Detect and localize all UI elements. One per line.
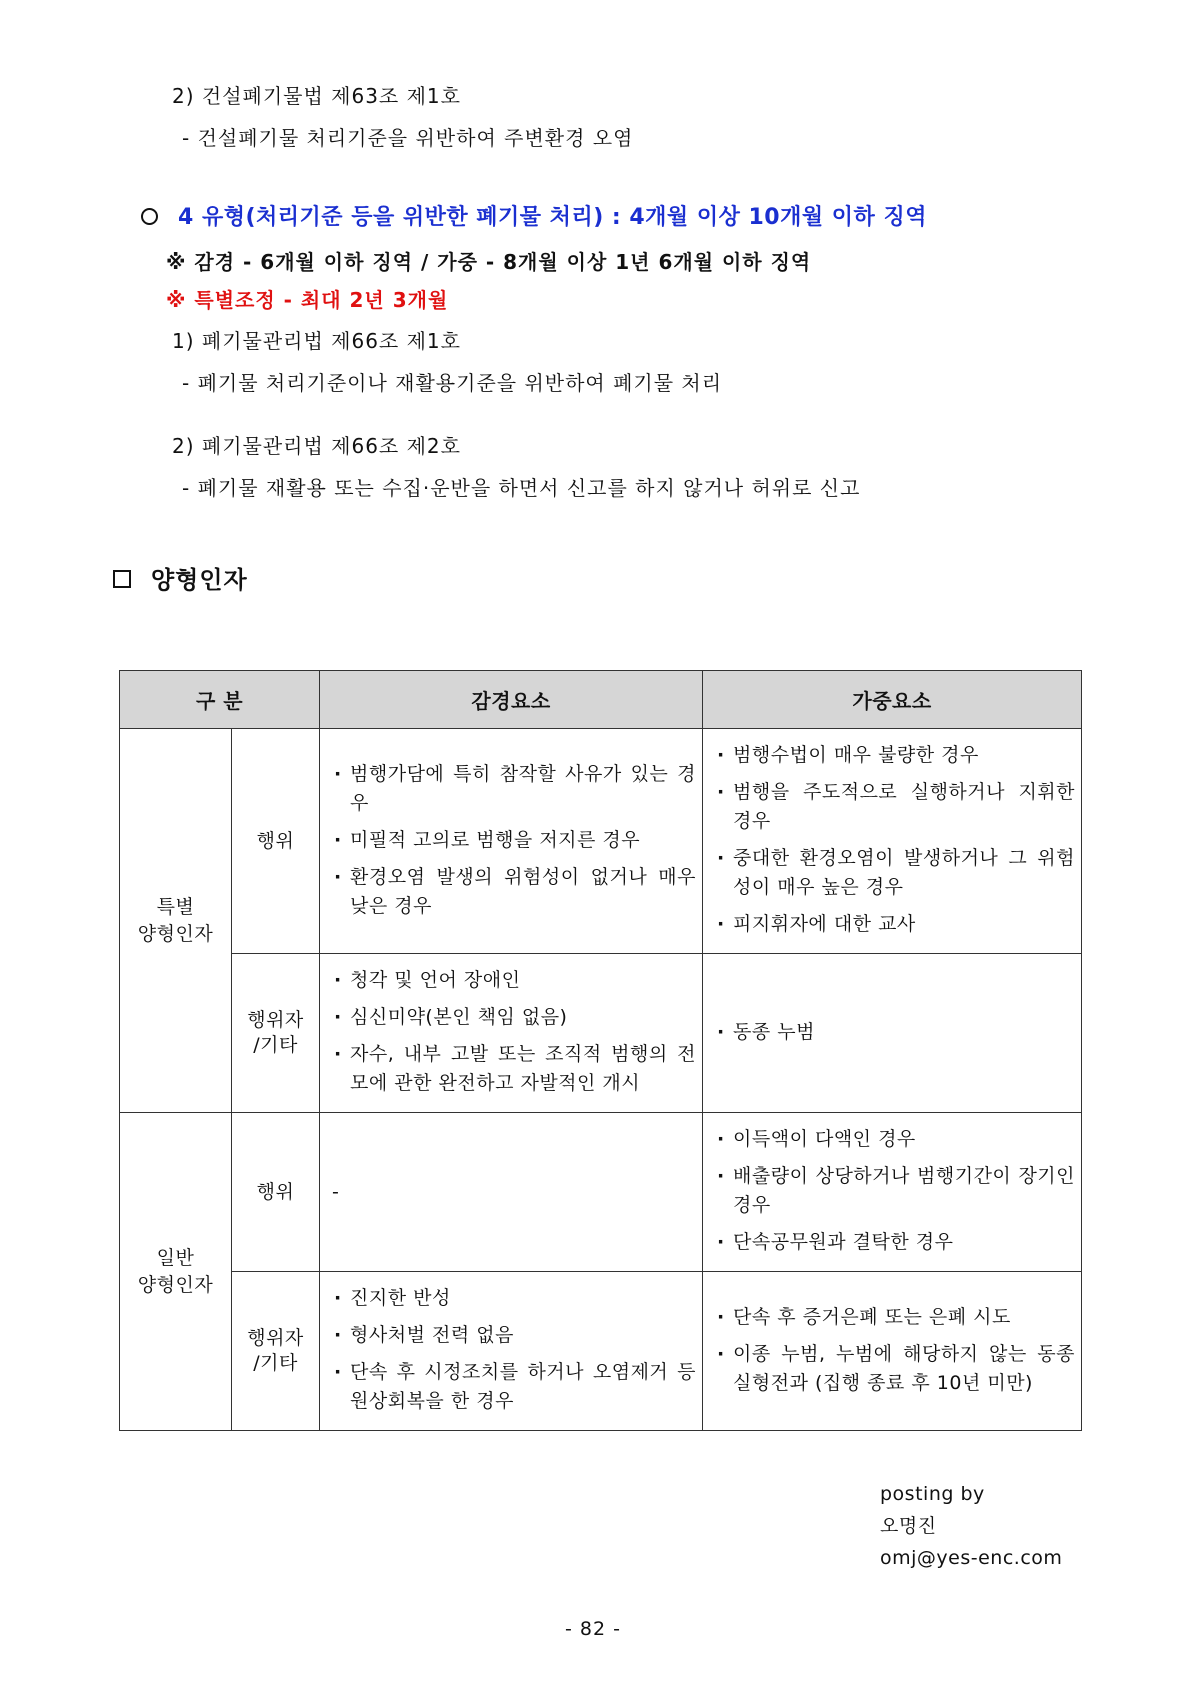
mitigating-cell: [320, 1272, 703, 1431]
list-item: · 이종 누범, 누범에 해당하지 않는 동종 실형전과 (집행 종료 후 10년 미만): [717, 1340, 1075, 1398]
section-heading-sentencing-factors: [113, 560, 248, 595]
item-heading-waste-66-1: 1) 폐기물관리법 제66조 제1호: [172, 329, 461, 353]
list-item: · 이득액이 다액인 경우: [717, 1125, 1075, 1154]
label-line: 일반: [156, 1246, 195, 1269]
type4-title-text: 4 유형(처리기준 등을 위반한 폐기물 처리) : 4개월 이상 10개월 이하 징역: [178, 205, 927, 230]
general-factor-label: [120, 1113, 232, 1431]
list-item: · 단속공무원과 결탁한 경우: [717, 1228, 1075, 1257]
act-label: 행위: [232, 1113, 320, 1272]
special-adjustment-note: ※ 특별조정 - 최대 2년 3개월: [166, 288, 449, 312]
label-line: 양형인자: [137, 1273, 214, 1296]
circle-bullet-icon: [141, 208, 158, 225]
label-line: 특별: [156, 895, 195, 918]
item-description: - 건설폐기물 처리기준을 위반하여 주변환경 오염: [182, 126, 634, 150]
label-line: 행위자: [247, 1009, 304, 1031]
sentencing-factor-table: [119, 670, 1082, 1431]
actor-label: [232, 954, 320, 1113]
list-item: · 범행을 주도적으로 실행하거나 지휘한 경우: [717, 778, 1075, 836]
header-mitigating: 감경요소: [320, 671, 703, 729]
act-label: 행위: [232, 729, 320, 954]
mitigating-cell: [320, 954, 703, 1113]
aggravating-cell: [703, 1272, 1082, 1431]
list-item: · 청각 및 언어 장애인: [334, 966, 696, 995]
list-item: · 진지한 반성: [334, 1284, 696, 1313]
mitigation-aggravation-note: ※ 감경 - 6개월 이하 징역 / 가중 - 8개월 이상 1년 6개월 이하 징역: [166, 250, 812, 274]
mitigating-cell-empty: -: [320, 1113, 703, 1272]
type4-title: [141, 200, 927, 231]
item-description: - 폐기물 재활용 또는 수집·운반을 하면서 신고를 하지 않거나 허위로 신고: [182, 476, 861, 500]
list-item: · 단속 후 증거은폐 또는 은폐 시도: [717, 1303, 1075, 1332]
page-number: - 82 -: [565, 1618, 621, 1640]
table-header-row: [120, 671, 1082, 729]
table-row: [120, 954, 1082, 1113]
header-category: 구 분: [120, 671, 320, 729]
item-heading-construction-waste-63-1: 2) 건설폐기물법 제63조 제1호: [172, 84, 461, 108]
aggravating-cell: [703, 954, 1082, 1113]
special-factor-label: [120, 729, 232, 1113]
actor-label: [232, 1272, 320, 1431]
mitigating-cell: [320, 729, 703, 954]
list-item: · 심신미약(본인 책임 없음): [334, 1003, 696, 1032]
list-item: · 범행가담에 특히 참작할 사유가 있는 경우: [334, 760, 696, 818]
square-bullet-icon: [113, 570, 131, 588]
list-item: · 자수, 내부 고발 또는 조직적 범행의 전모에 관한 완전하고 자발적인 개시: [334, 1040, 696, 1098]
label-line: 양형인자: [137, 922, 214, 945]
header-aggravating: 가중요소: [703, 671, 1082, 729]
list-item: · 환경오염 발생의 위험성이 없거나 매우 낮은 경우: [334, 863, 696, 921]
list-item: · 피지휘자에 대한 교사: [717, 910, 1075, 939]
list-item: · 배출량이 상당하거나 범행기간이 장기인 경우: [717, 1162, 1075, 1220]
list-item: · 범행수법이 매우 불량한 경우: [717, 741, 1075, 770]
posting-credit: [880, 1478, 1062, 1574]
list-item: · 동종 누범: [717, 1018, 1075, 1047]
author-email: omj@yes-enc.com: [880, 1547, 1063, 1569]
aggravating-cell: [703, 729, 1082, 954]
section-title: 양형인자: [151, 566, 248, 594]
label-line: /기타: [253, 1034, 298, 1056]
posting-label: posting by: [880, 1483, 985, 1505]
item-description: - 폐기물 처리기준이나 재활용기준을 위반하여 폐기물 처리: [182, 371, 723, 395]
list-item: · 단속 후 시정조치를 하거나 오염제거 등 원상회복을 한 경우: [334, 1358, 696, 1416]
item-heading-waste-66-2: 2) 폐기물관리법 제66조 제2호: [172, 434, 461, 458]
label-line: /기타: [253, 1352, 298, 1374]
label-line: 행위자: [247, 1327, 304, 1349]
table-row: [120, 729, 1082, 954]
table-row: [120, 1113, 1082, 1272]
table-row: [120, 1272, 1082, 1431]
list-item: · 형사처벌 전력 없음: [334, 1321, 696, 1350]
list-item: · 중대한 환경오염이 발생하거나 그 위험성이 매우 높은 경우: [717, 844, 1075, 902]
aggravating-cell: [703, 1113, 1082, 1272]
list-item: · 미필적 고의로 범행을 저지른 경우: [334, 826, 696, 855]
author-name: 오명진: [880, 1515, 937, 1537]
